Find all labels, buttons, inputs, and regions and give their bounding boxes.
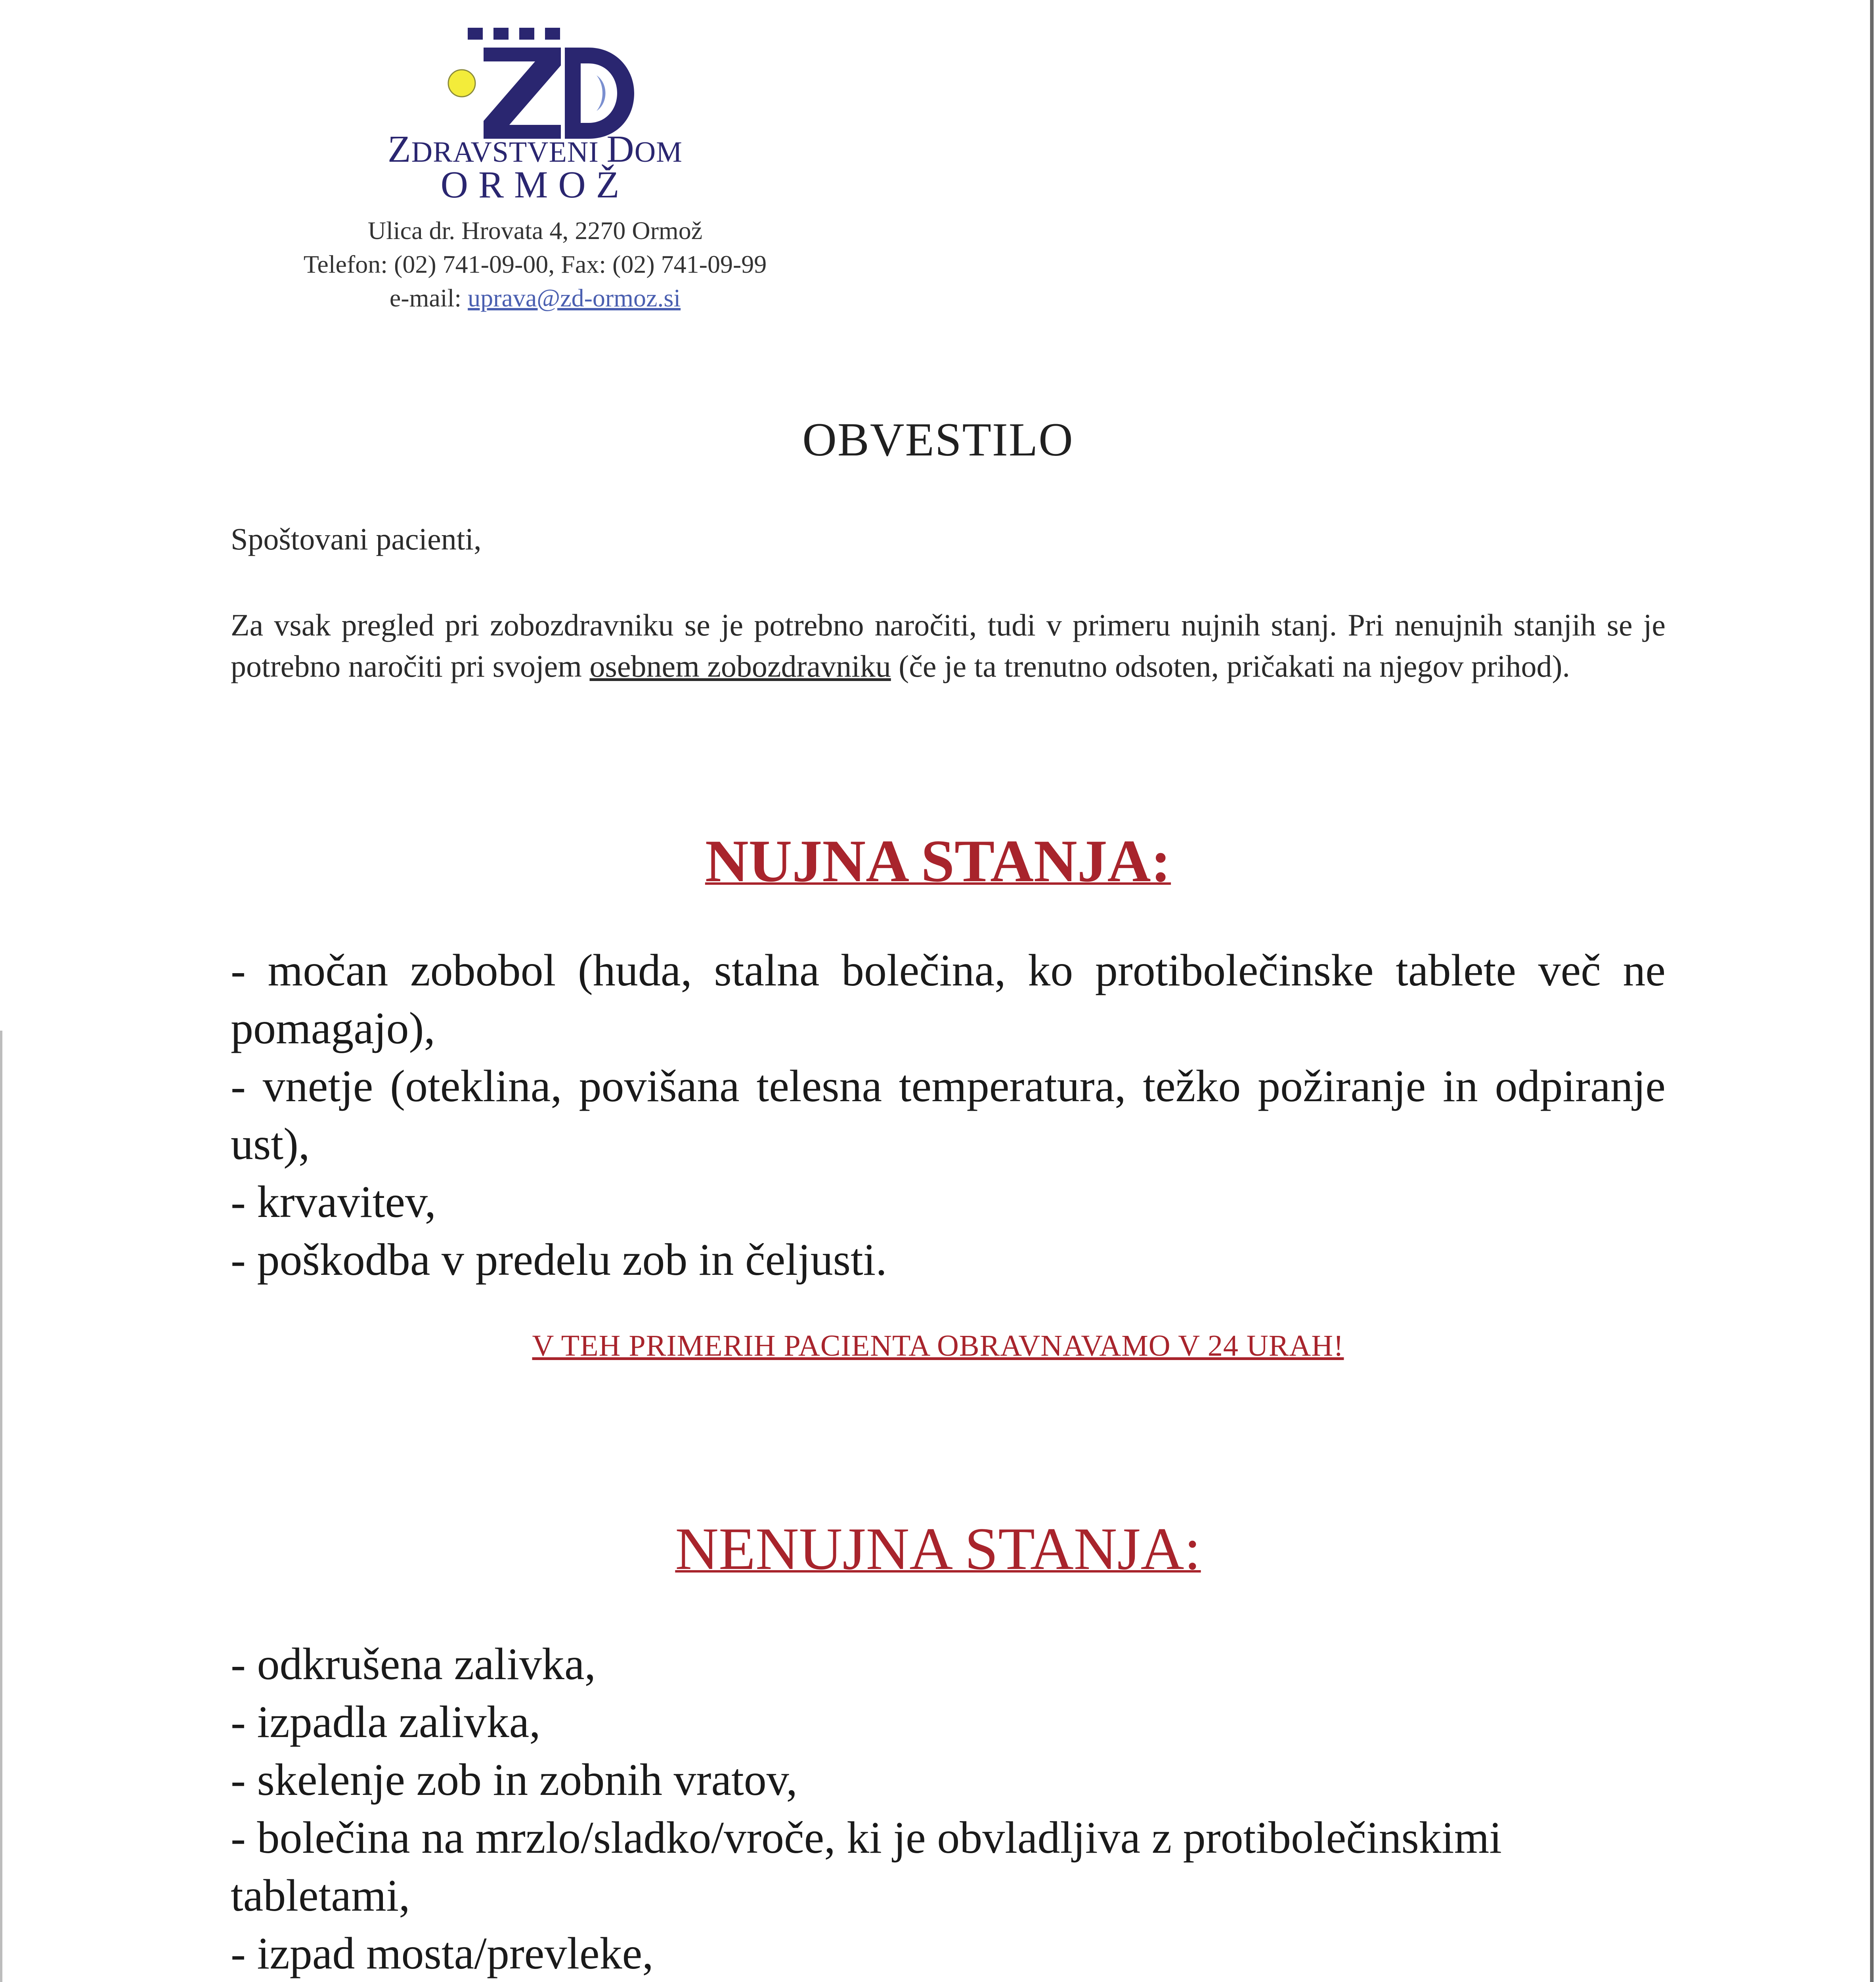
- scan-edge-right: [1870, 0, 1874, 1982]
- nonurgent-heading: NENUJNA STANJA:: [675, 1515, 1201, 1582]
- list-item: - izpadla zalivka,: [231, 1697, 541, 1747]
- org-city: ORMOŽ: [440, 163, 630, 206]
- list-item: - močan zobobol (huda, stalna bolečina, ko protibolečinske tablete več ne pomagajo),: [231, 945, 1666, 1053]
- urgent-heading: NUJNA STANJA:: [705, 828, 1171, 894]
- org-phone: Telefon: (02) 741-09-00, Fax: (02) 741-09-99: [303, 250, 767, 278]
- list-item: - poškodba v predelu zob in čeljusti.: [231, 1234, 887, 1285]
- list-item: - vnetje (oteklina, povišana telesna temperatura, težko požiranje in odpiranje ust),: [231, 1061, 1666, 1169]
- urgent-list: [231, 941, 1666, 1289]
- list-item: - bolečina na mrzlo/sladko/vroče, ki je obvladljiva z protibolečinskimi tabletami,: [231, 1812, 1502, 1921]
- salutation: Spoštovani pacienti,: [231, 522, 482, 556]
- org-name: ZDRAVSTVENI DOM: [388, 128, 683, 170]
- list-item: - izpad mosta/prevleke,: [231, 1928, 654, 1978]
- nonurgent-list: [231, 1635, 1666, 1982]
- urgent-notice: V TEH PRIMERIH PACIENTA OBRAVNAVAMO V 24 URAH!: [532, 1329, 1344, 1362]
- org-email-line: [159, 283, 912, 313]
- email-label: e-mail:: [389, 284, 468, 312]
- list-item: - skelenje zob in zobnih vratov,: [231, 1754, 797, 1805]
- org-address: Ulica dr. Hrovata 4, 2270 Ormož: [367, 216, 703, 245]
- list-item: - odkrušena zalivka,: [231, 1639, 596, 1689]
- scan-edge-left: [0, 1031, 2, 1982]
- email-link[interactable]: uprava@zd-ormoz.si: [468, 284, 681, 312]
- list-item: - krvavitev,: [231, 1177, 436, 1227]
- intro-underlined: osebnem zobozdravniku: [589, 649, 891, 683]
- intro-paragraph: Za vsak pregled pri zobozdravniku se je potrebno naročiti, tudi v primeru nujnih stanj. Pri nenujnih stanjih se je potrebno naročiti pri svojem osebnem zobozdravniku (če je ta trenutno odsoten, pričakati na njegov prihod).: [231, 608, 1666, 683]
- document-title: OBVESTILO: [802, 413, 1074, 466]
